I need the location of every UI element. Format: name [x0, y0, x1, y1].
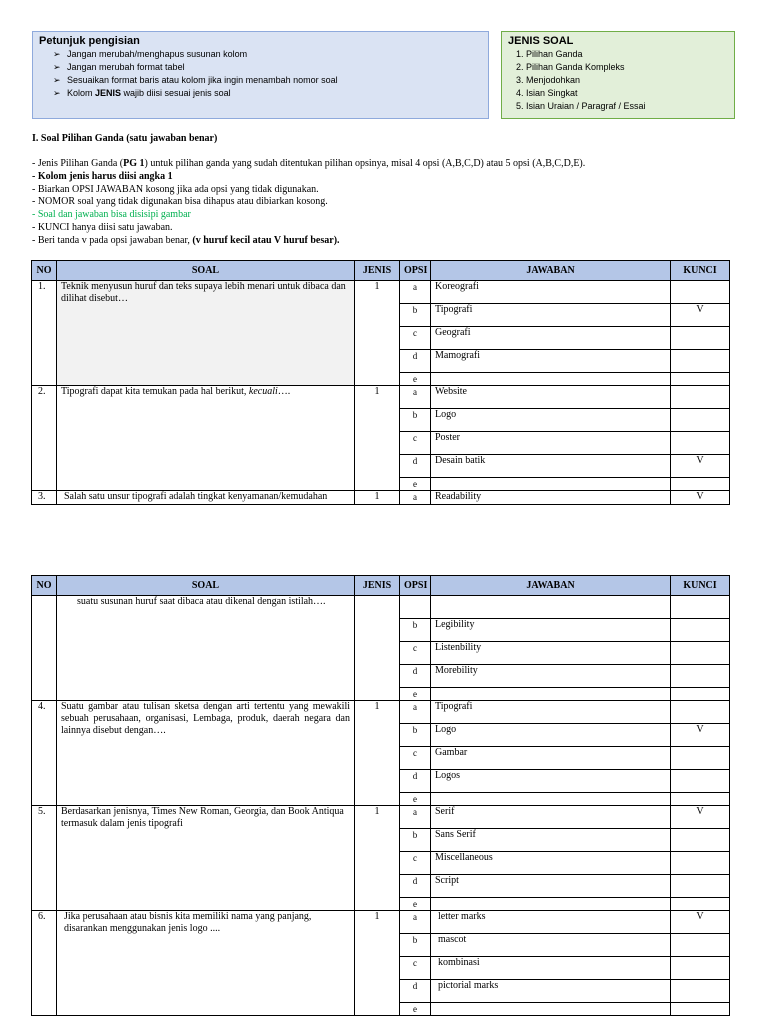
instruction-line: - Beri tanda v pada opsi jawaban benar, (v huruf kecil atau V huruf besar).: [32, 234, 340, 246]
option-letter: b: [400, 619, 431, 642]
answer-text[interactable]: [431, 596, 671, 619]
option-letter: [400, 596, 431, 619]
option-letter: b: [400, 409, 431, 432]
answer-key[interactable]: [671, 1003, 730, 1016]
arrow-bullet-icon: ➢: [53, 88, 61, 98]
answer-key[interactable]: [671, 688, 730, 701]
instruction-line: - Kolom jenis harus diisi angka 1: [32, 170, 173, 182]
option-letter: b: [400, 829, 431, 852]
jenis-soal-item: 3. Menjodohkan: [526, 74, 728, 87]
header-soal: SOAL: [57, 576, 355, 596]
answer-text[interactable]: letter marks: [431, 911, 671, 934]
answer-text[interactable]: Serif: [431, 806, 671, 829]
answer-text[interactable]: Logo: [431, 409, 671, 432]
option-letter: a: [400, 911, 431, 934]
question-number: [32, 596, 57, 701]
option-letter: c: [400, 957, 431, 980]
answer-key[interactable]: V: [671, 304, 730, 327]
answer-text[interactable]: Gambar: [431, 747, 671, 770]
jenis-soal-box: [501, 31, 735, 119]
option-letter: d: [400, 350, 431, 373]
option-letter: b: [400, 934, 431, 957]
header-opsi: OPSI: [400, 261, 431, 281]
answer-key[interactable]: [671, 642, 730, 665]
option-letter: e: [400, 478, 431, 491]
answer-text[interactable]: Legibility: [431, 619, 671, 642]
question-jenis[interactable]: 1: [355, 701, 400, 806]
answer-key[interactable]: [671, 747, 730, 770]
answer-text[interactable]: [431, 373, 671, 386]
answer-text[interactable]: Geografi: [431, 327, 671, 350]
table-row: [32, 386, 730, 409]
answer-key[interactable]: [671, 829, 730, 852]
question-number: 1.: [32, 281, 57, 386]
option-letter: e: [400, 793, 431, 806]
question-number: 2.: [32, 386, 57, 491]
option-letter: c: [400, 642, 431, 665]
option-letter: a: [400, 806, 431, 829]
answer-text[interactable]: [431, 793, 671, 806]
question-text[interactable]: Tipografi dapat kita temukan pada hal berikut, kecuali….: [57, 386, 355, 491]
arrow-bullet-icon: ➢: [53, 49, 61, 59]
option-letter: e: [400, 1003, 431, 1016]
answer-key[interactable]: [671, 957, 730, 980]
answer-key[interactable]: [671, 898, 730, 911]
question-jenis[interactable]: 1: [355, 911, 400, 1016]
option-letter: c: [400, 327, 431, 350]
question-text[interactable]: Salah satu unsur tipografi adalah tingkat kenyamanan/kemudahan: [57, 491, 355, 505]
answer-key[interactable]: [671, 980, 730, 1003]
answer-text[interactable]: Script: [431, 875, 671, 898]
option-letter: a: [400, 491, 431, 505]
header-no: NO: [32, 576, 57, 596]
answer-text[interactable]: pictorial marks: [431, 980, 671, 1003]
option-letter: e: [400, 898, 431, 911]
table-row: [32, 911, 730, 934]
answer-key[interactable]: V: [671, 911, 730, 934]
answer-key[interactable]: V: [671, 491, 730, 505]
answer-key[interactable]: [671, 409, 730, 432]
header-jawaban: JAWABAN: [431, 261, 671, 281]
answer-key[interactable]: [671, 596, 730, 619]
petunjuk-item: ➢ Kolom JENIS wajib diisi sesuai jenis soal: [53, 88, 231, 98]
question-text[interactable]: Suatu gambar atau tulisan sketsa dengan arti tertentu yang mewakili sebuah perusahaan, organisasi, Lembaga, produk, daerah negara dan lainnya disebut dengan….: [57, 701, 355, 806]
answer-key[interactable]: [671, 665, 730, 688]
question-jenis[interactable]: 1: [355, 491, 400, 505]
answer-text[interactable]: [431, 688, 671, 701]
header-soal: SOAL: [57, 261, 355, 281]
answer-key[interactable]: [671, 934, 730, 957]
option-letter: c: [400, 852, 431, 875]
section-title: I. Soal Pilihan Ganda (satu jawaban benar): [32, 133, 218, 144]
petunjuk-box: [32, 31, 489, 119]
option-letter: e: [400, 373, 431, 386]
option-letter: b: [400, 724, 431, 747]
option-letter: d: [400, 980, 431, 1003]
question-table-1: [31, 260, 730, 505]
answer-key[interactable]: [671, 793, 730, 806]
jenis-soal-item: 5. Isian Uraian / Paragraf / Essai: [526, 100, 728, 113]
instruction-line: - Biarkan OPSI JAWABAN kosong jika ada opsi yang tidak digunakan.: [32, 183, 319, 195]
option-letter: d: [400, 455, 431, 478]
answer-text[interactable]: mascot: [431, 934, 671, 957]
table-row: [32, 281, 730, 304]
question-number: 5.: [32, 806, 57, 911]
answer-key[interactable]: [671, 373, 730, 386]
question-number: 6.: [32, 911, 57, 1016]
petunjuk-item: ➢ Sesuaikan format baris atau kolom jika ingin menambah nomor soal: [53, 75, 338, 85]
instruction-line: - Jenis Pilihan Ganda (PG 1) untuk pilihan ganda yang sudah ditentukan pilihan opsinya, misal 4 opsi (A,B,C,D) atau 5 opsi (A,B,C,D,E).: [32, 158, 586, 169]
petunjuk-item: ➢ Jangan merubah format tabel: [53, 62, 185, 72]
answer-text[interactable]: [431, 478, 671, 491]
question-table-2: [31, 575, 730, 1016]
answer-key[interactable]: [671, 875, 730, 898]
option-letter: e: [400, 688, 431, 701]
header-jenis: JENIS: [355, 261, 400, 281]
question-number: 3.: [32, 491, 57, 505]
header-jawaban: JAWABAN: [431, 576, 671, 596]
table-row: [32, 701, 730, 724]
answer-key[interactable]: [671, 350, 730, 373]
jenis-soal-item: 4. Isian Singkat: [526, 87, 728, 100]
header-no: NO: [32, 261, 57, 281]
answer-text[interactable]: Sans Serif: [431, 829, 671, 852]
answer-key[interactable]: V: [671, 806, 730, 829]
header-kunci: KUNCI: [671, 261, 730, 281]
answer-key[interactable]: V: [671, 724, 730, 747]
table-header-row: [32, 576, 730, 596]
answer-text[interactable]: Desain batik: [431, 455, 671, 478]
petunjuk-title: Petunjuk pengisian: [39, 35, 140, 47]
question-jenis[interactable]: 1: [355, 806, 400, 911]
question-jenis[interactable]: [355, 596, 400, 701]
option-letter: d: [400, 770, 431, 793]
option-letter: c: [400, 432, 431, 455]
table-row: [32, 491, 730, 505]
petunjuk-item: ➢ Jangan merubah/menghapus susunan kolom: [53, 49, 248, 59]
option-letter: d: [400, 875, 431, 898]
answer-key[interactable]: [671, 619, 730, 642]
option-letter: b: [400, 304, 431, 327]
answer-key[interactable]: [671, 386, 730, 409]
jenis-soal-list: [508, 48, 728, 113]
question-text[interactable]: Berdasarkan jenisnya, Times New Roman, Georgia, dan Book Antiqua termasuk dalam jenis tipografi: [57, 806, 355, 911]
answer-text[interactable]: Mamografi: [431, 350, 671, 373]
answer-text[interactable]: Listenbility: [431, 642, 671, 665]
answer-text[interactable]: Tipografi: [431, 701, 671, 724]
option-letter: a: [400, 386, 431, 409]
instruction-line: - NOMOR soal yang tidak digunakan bisa dihapus atau dibiarkan kosong.: [32, 196, 328, 208]
answer-key[interactable]: [671, 770, 730, 793]
instruction-line: - Soal dan jawaban bisa disisipi gambar: [32, 209, 191, 221]
answer-key[interactable]: [671, 478, 730, 491]
answer-text[interactable]: Tipografi: [431, 304, 671, 327]
answer-text[interactable]: Koreografi: [431, 281, 671, 304]
question-number: 4.: [32, 701, 57, 806]
answer-text[interactable]: Morebility: [431, 665, 671, 688]
question-text[interactable]: suatu susunan huruf saat dibaca atau dikenal dengan istilah….: [57, 596, 355, 701]
table-row: [32, 806, 730, 829]
answer-key[interactable]: V: [671, 455, 730, 478]
answer-text[interactable]: Readability: [431, 491, 671, 505]
table-row: [32, 596, 730, 619]
option-letter: a: [400, 701, 431, 724]
answer-text[interactable]: Logo: [431, 724, 671, 747]
header-kunci: KUNCI: [671, 576, 730, 596]
petunjuk-list: [39, 48, 482, 100]
question-text[interactable]: Jika perusahaan atau bisnis kita memiliki nama yang panjang, disarankan menggunakan jenis logo ....: [57, 911, 355, 1016]
answer-key[interactable]: [671, 852, 730, 875]
arrow-bullet-icon: ➢: [53, 62, 61, 72]
option-letter: c: [400, 747, 431, 770]
answer-key[interactable]: [671, 432, 730, 455]
answer-key[interactable]: [671, 281, 730, 304]
jenis-soal-item: 2. Pilihan Ganda Kompleks: [526, 61, 728, 74]
answer-text[interactable]: Website: [431, 386, 671, 409]
answer-text[interactable]: [431, 898, 671, 911]
jenis-soal-item: 1. Pilihan Ganda: [526, 48, 728, 61]
jenis-soal-title: JENIS SOAL: [508, 35, 574, 47]
answer-text[interactable]: Poster: [431, 432, 671, 455]
instruction-line: - KUNCI hanya diisi satu jawaban.: [32, 221, 173, 233]
instructions: [32, 158, 585, 248]
header-jenis: JENIS: [355, 576, 400, 596]
answer-key[interactable]: [671, 327, 730, 350]
option-letter: d: [400, 665, 431, 688]
answer-text[interactable]: Miscellaneous: [431, 852, 671, 875]
question-jenis[interactable]: 1: [355, 281, 400, 386]
question-jenis[interactable]: 1: [355, 386, 400, 491]
answer-key[interactable]: [671, 701, 730, 724]
answer-text[interactable]: kombinasi: [431, 957, 671, 980]
header-opsi: OPSI: [400, 576, 431, 596]
option-letter: a: [400, 281, 431, 304]
table-header-row: [32, 261, 730, 281]
answer-text[interactable]: Logos: [431, 770, 671, 793]
answer-text[interactable]: [431, 1003, 671, 1016]
question-text[interactable]: Teknik menyusun huruf dan teks supaya lebih menari untuk dibaca dan dilihat disebut…: [57, 281, 355, 386]
arrow-bullet-icon: ➢: [53, 75, 61, 85]
